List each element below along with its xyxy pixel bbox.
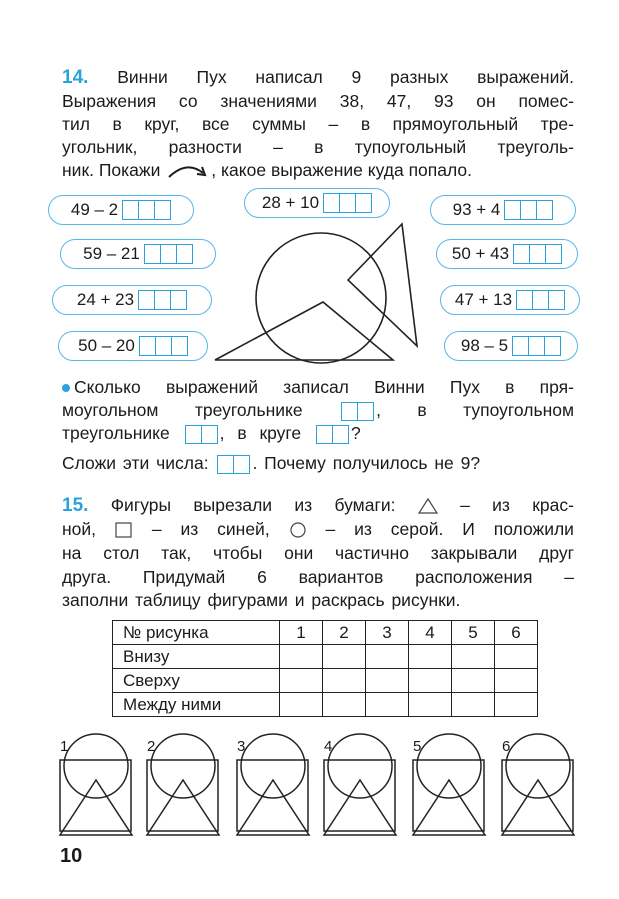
obtuse-triangle-shape <box>215 302 393 360</box>
task14-line2: Выражения со значениями 38, 47, 93 он помес- <box>62 91 574 111</box>
expression-pill: 50 – 20 <box>58 331 208 361</box>
answer-cells[interactable] <box>122 200 171 220</box>
task14-line3: тил в круг, все суммы – в прямоугольный тре- <box>62 114 574 134</box>
table-cell[interactable] <box>409 669 452 693</box>
answer-cells[interactable] <box>144 244 193 264</box>
sum-line: Сложи эти числа: . Почему получилось не 9? <box>62 453 481 473</box>
answer-box[interactable] <box>316 425 349 444</box>
table-cell[interactable] <box>280 693 323 717</box>
answer-cells[interactable] <box>504 200 553 220</box>
answer-box[interactable] <box>341 402 374 421</box>
table-column-header: 1 <box>280 621 323 645</box>
table-cell[interactable] <box>366 669 409 693</box>
task15-line2: ной, – из синей, – из серой. И положили <box>62 519 574 539</box>
expression-pill: 50 + 43 <box>436 239 578 269</box>
table-header-label: № рисунка <box>113 621 280 645</box>
table-column-header: 3 <box>366 621 409 645</box>
figure-5[interactable] <box>413 734 485 835</box>
answer-box[interactable] <box>217 455 250 474</box>
figure-6[interactable] <box>502 734 574 835</box>
answer-cells[interactable] <box>139 336 188 356</box>
table-column-header: 4 <box>409 621 452 645</box>
table-cell[interactable] <box>366 693 409 717</box>
task15-number: 15. <box>62 495 89 516</box>
task15-line3: на стол так, чтобы они частично закрывали друг <box>62 543 574 563</box>
task15-line4: друга. Придумай 6 вариантов расположения – <box>62 567 574 587</box>
figure-number: 5 <box>413 738 422 755</box>
table-cell[interactable] <box>495 669 538 693</box>
table-row <box>113 669 538 693</box>
expression-pill: 49 – 2 <box>48 195 194 225</box>
overlap-figures <box>0 730 619 840</box>
answer-cells[interactable] <box>512 336 561 356</box>
figure-number: 2 <box>147 738 156 755</box>
figure-4[interactable] <box>324 734 396 835</box>
answer-box[interactable] <box>185 425 218 444</box>
table-cell[interactable] <box>366 645 409 669</box>
row-label: Сверху <box>113 669 280 693</box>
question-line3: треугольнике , в круге ? <box>62 423 361 443</box>
table-cell[interactable] <box>495 693 538 717</box>
table-header-row <box>113 621 538 645</box>
task14-line1: 14. Винни Пух написал 9 разных выражений. <box>62 67 574 88</box>
table-cell[interactable] <box>452 645 495 669</box>
circle-and-triangles-figure <box>205 210 425 370</box>
table-cell[interactable] <box>495 645 538 669</box>
row-label: Между ними <box>113 693 280 717</box>
table-column-header: 5 <box>452 621 495 645</box>
task14-line5: ник. Покажи , какое выражение куда попало. <box>62 160 473 180</box>
arc-arrow-icon <box>165 162 211 180</box>
figure-number: 3 <box>237 738 246 755</box>
task15-line1: 15. Фигуры вырезали из бумаги: – из крас- <box>62 495 574 516</box>
triangle-icon <box>418 498 438 514</box>
figure-number: 1 <box>60 738 69 755</box>
circle-icon <box>289 522 307 538</box>
answer-cells[interactable] <box>516 290 565 310</box>
expression-pill: 47 + 13 <box>440 285 580 315</box>
page-number: 10 <box>60 845 83 867</box>
figure-1[interactable] <box>60 734 132 835</box>
table-cell[interactable] <box>409 693 452 717</box>
table-cell[interactable] <box>452 669 495 693</box>
task15-line5: заполни таблицу фигурами и раскрась рисунки. <box>62 590 461 610</box>
table-cell[interactable] <box>409 645 452 669</box>
table-column-header: 6 <box>495 621 538 645</box>
figure-3[interactable] <box>237 734 309 835</box>
table-cell[interactable] <box>323 645 366 669</box>
expression-pill: 24 + 23 <box>52 285 212 315</box>
task14-line4: угольник, разности – в тупоугольный треуголь- <box>62 137 574 157</box>
figures-table <box>112 620 538 717</box>
table-row <box>113 693 538 717</box>
table-cell[interactable] <box>323 693 366 717</box>
question-line2: моугольном треугольнике , в тупоугольном <box>62 400 574 420</box>
expression-pill: 59 – 21 <box>60 239 216 269</box>
answer-cells[interactable] <box>138 290 187 310</box>
expression-pill: 93 + 4 <box>430 195 576 225</box>
row-label: Внизу <box>113 645 280 669</box>
table-row <box>113 645 538 669</box>
bullet-icon <box>62 384 70 392</box>
question-line1: Сколько выражений записал Винни Пух в пря- <box>62 376 574 398</box>
figure-2[interactable] <box>147 734 219 835</box>
table-cell[interactable] <box>323 669 366 693</box>
table-column-header: 2 <box>323 621 366 645</box>
table-cell[interactable] <box>280 645 323 669</box>
right-triangle-shape <box>348 224 417 346</box>
expression-pill: 28 + 10 <box>244 188 390 218</box>
figure-number: 4 <box>324 738 333 755</box>
expression-pill: 98 – 5 <box>444 331 578 361</box>
task14-number: 14. <box>62 67 89 88</box>
square-icon <box>115 522 133 538</box>
table-cell[interactable] <box>280 669 323 693</box>
figure-number: 6 <box>502 738 511 755</box>
table-cell[interactable] <box>452 693 495 717</box>
answer-cells[interactable] <box>513 244 562 264</box>
